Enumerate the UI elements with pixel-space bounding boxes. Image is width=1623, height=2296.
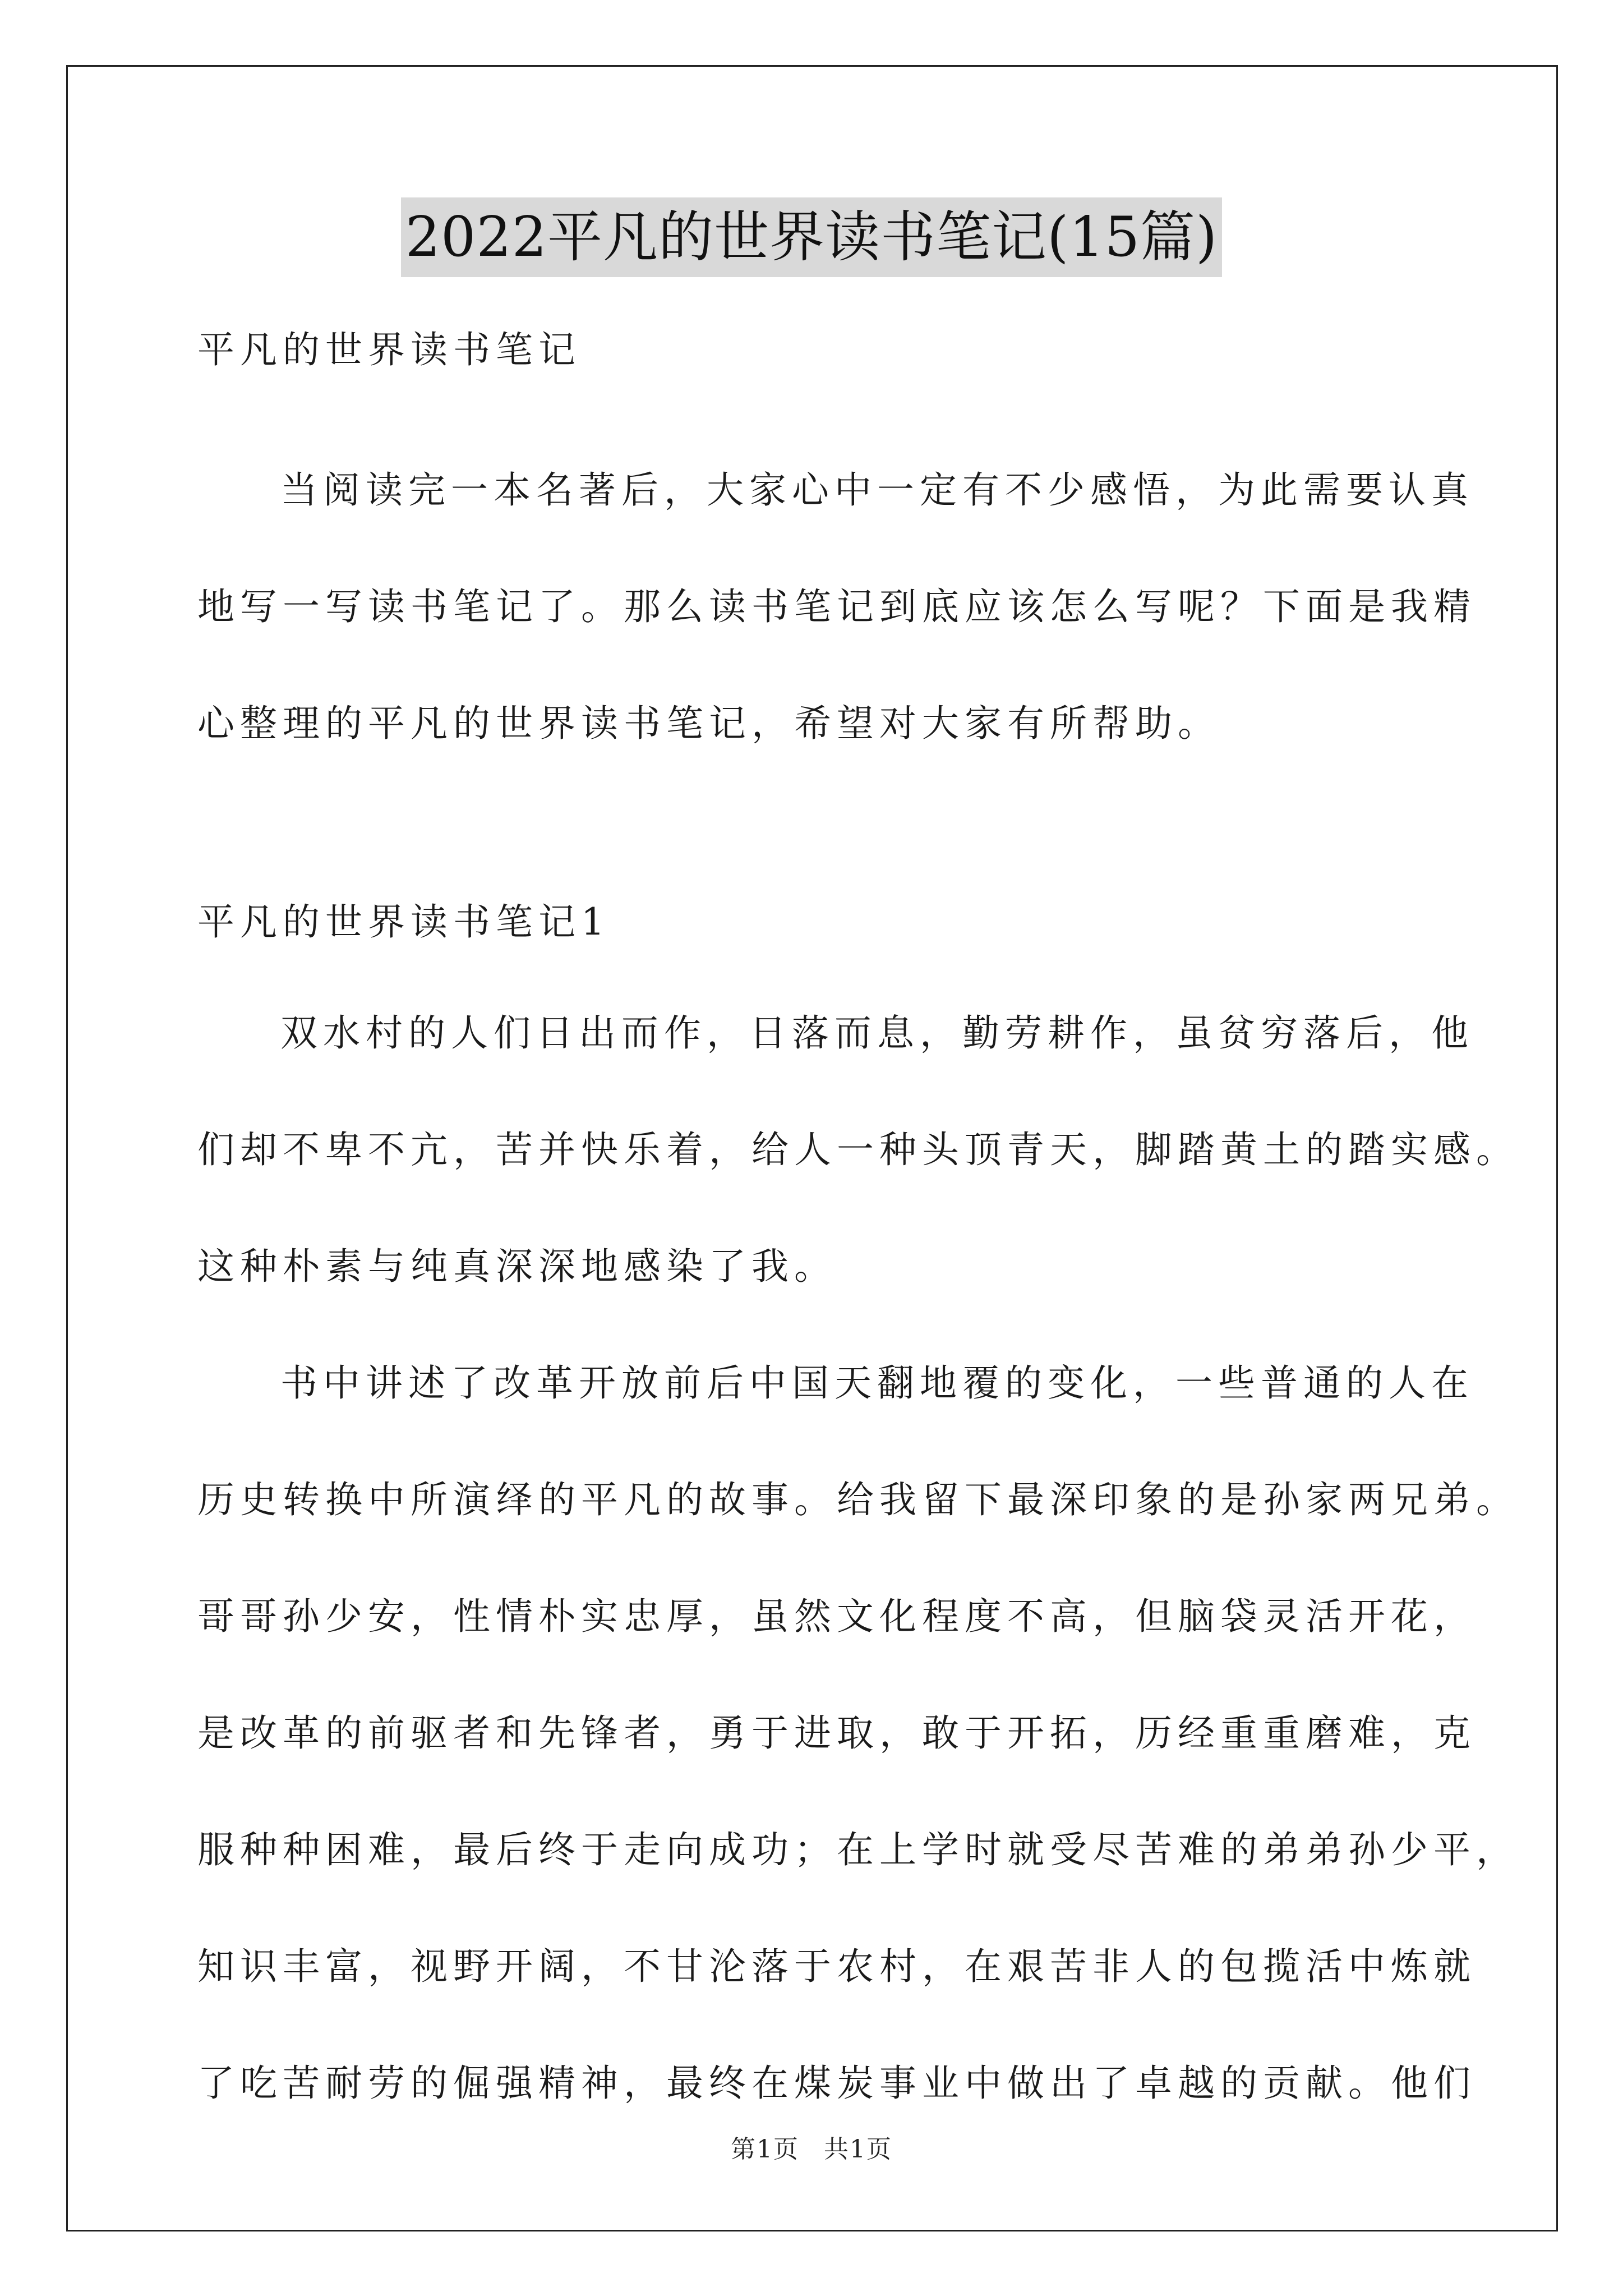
section1-para2-line: 了吃苦耐劳的倔强精神，最终在煤炭事业中做出了卓越的贡献。他们 xyxy=(197,2062,1476,2105)
section1-para2-line: 服种种困难，最后终于走向成功；在上学时就受尽苦难的弟弟孙少平， xyxy=(197,1828,1519,1871)
section1-heading: 平凡的世界读书笔记1 xyxy=(197,900,610,944)
section1-para2-line: 书中讲述了改革开放前后中国天翻地覆的变化，一些普通的人在 xyxy=(280,1361,1474,1405)
intro-line: 当阅读完一本名著后，大家心中一定有不少感悟，为此需要认真 xyxy=(280,468,1474,512)
document-title: 2022平凡的世界读书笔记(15篇) xyxy=(401,197,1223,277)
section1-para2-line: 是改革的前驱者和先锋者，勇于进取，敢于开拓，历经重重磨难，克 xyxy=(197,1711,1476,1755)
section1-para1-line: 双水村的人们日出而作，日落而息，勤劳耕作，虽贫穷落后，他 xyxy=(280,1011,1474,1055)
section1-para2-line: 历史转换中所演绎的平凡的故事。给我留下最深印象的是孙家两兄弟。 xyxy=(197,1478,1519,1521)
page-number: 第1页 xyxy=(731,2135,799,2164)
intro-line: 心整理的平凡的世界读书笔记，希望对大家有所帮助。 xyxy=(197,702,1220,745)
section1-para2-line: 知识丰富，视野开阔，不甘沦落于农村，在艰苦非人的包揽活中炼就 xyxy=(197,1945,1476,1988)
section1-para1-line: 这种朴素与纯真深深地感染了我。 xyxy=(197,1245,837,1288)
section1-para1-line: 们却不卑不亢，苦并快乐着，给人一种头顶青天，脚踏黄土的踏实感。 xyxy=(197,1128,1519,1171)
intro-heading: 平凡的世界读书笔记 xyxy=(197,328,581,371)
section1-para2-line: 哥哥孙少安，性情朴实忠厚，虽然文化程度不高，但脑袋灵活开花， xyxy=(197,1595,1476,1638)
page-total: 共1页 xyxy=(824,2135,892,2164)
intro-line: 地写一写读书笔记了。那么读书笔记到底应该怎么写呢？下面是我精 xyxy=(197,585,1476,628)
page-footer xyxy=(0,2129,1623,2165)
title-container xyxy=(0,197,1623,277)
